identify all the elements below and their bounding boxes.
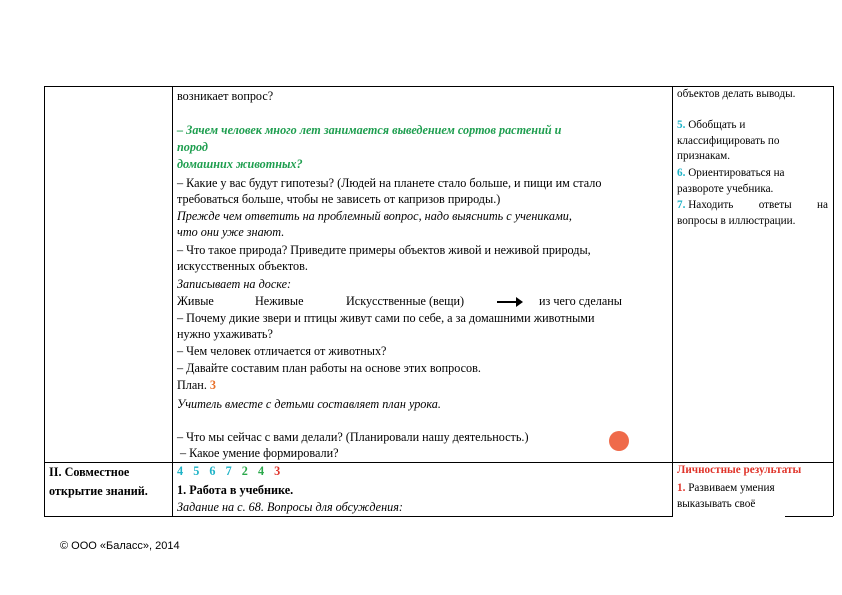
stage-title: II. Совместное bbox=[49, 465, 130, 479]
stage-title-2: открытие знаний. bbox=[49, 484, 148, 498]
text-line: нужно ухаживать? bbox=[177, 327, 273, 341]
task-line: Задание на с. 68. Вопросы для обсуждения: bbox=[177, 500, 403, 514]
problem-question-3: домашних животных? bbox=[177, 157, 303, 171]
arrow-right-icon bbox=[497, 301, 521, 303]
text-line: искусственных объектов. bbox=[177, 259, 308, 273]
stage-cell bbox=[44, 86, 173, 463]
result-line: классифицировать по bbox=[677, 135, 780, 147]
copyright-footer: © ООО «Баласс», 2014 bbox=[60, 540, 180, 552]
result-line: объектов делать выводы. bbox=[677, 88, 796, 100]
text-line: возникает вопрос? bbox=[177, 89, 274, 103]
result-line: признакам. bbox=[677, 150, 731, 162]
board-item: Живые bbox=[177, 294, 214, 308]
text-line: требоваться больше, чтобы не зависеть от капризов природы.) bbox=[177, 192, 501, 206]
results-title: Личностные результаты bbox=[677, 464, 802, 476]
result-line: 1. Развиваем умения bbox=[677, 482, 775, 494]
problem-question: – Зачем человек много лет занимается выведением сортов растений и bbox=[177, 123, 562, 137]
text-line: – Какие у вас будут гипотезы? (Людей на планете стало больше, и пищи им стало bbox=[177, 176, 602, 190]
text-line: – Почему дикие звери и птицы живут сами по себе, а за домашними животными bbox=[177, 311, 595, 325]
text-line: Прежде чем ответить на проблемный вопрос, надо выяснить с учениками, bbox=[177, 209, 572, 223]
board-item: Неживые bbox=[255, 294, 304, 308]
result-line: 5. Обобщать и bbox=[677, 119, 746, 131]
text-line: – Что такое природа? Приведите примеры объектов живой и неживой природы, bbox=[177, 243, 591, 257]
text-line: – Какое умение формировали? bbox=[180, 446, 339, 460]
result-line: вопросы в иллюстрации. bbox=[677, 215, 796, 227]
text-line: Записывает на доске: bbox=[177, 277, 292, 291]
result-line: развороте учебника. bbox=[677, 183, 774, 195]
text-line: – Чем человек отличается от животных? bbox=[177, 344, 387, 358]
result-line: 7. Находить ответы на bbox=[677, 199, 828, 211]
result-line: 6. Ориентироваться на bbox=[677, 167, 785, 179]
board-item: из чего сделаны bbox=[539, 294, 622, 308]
board-item: Искусственные (вещи) bbox=[346, 294, 465, 308]
text-line: Учитель вместе с детьми составляет план урока. bbox=[177, 397, 441, 411]
plan-line: План. 3 bbox=[177, 378, 217, 392]
work-title: 1. Работа в учебнике. bbox=[177, 483, 294, 497]
problem-question-2: пород bbox=[177, 140, 208, 154]
skill-numbers: 4 5 6 7 2 4 3 bbox=[177, 464, 281, 478]
result-line: выказывать своё bbox=[677, 498, 756, 510]
text-line: – Что мы сейчас с вами делали? (Планировали нашу деятельность.) bbox=[177, 430, 529, 444]
text-line: – Давайте составим план работы на основе этих вопросов. bbox=[177, 361, 481, 375]
orange-dot-icon bbox=[609, 431, 629, 451]
text-line: что они уже знают. bbox=[177, 225, 285, 239]
